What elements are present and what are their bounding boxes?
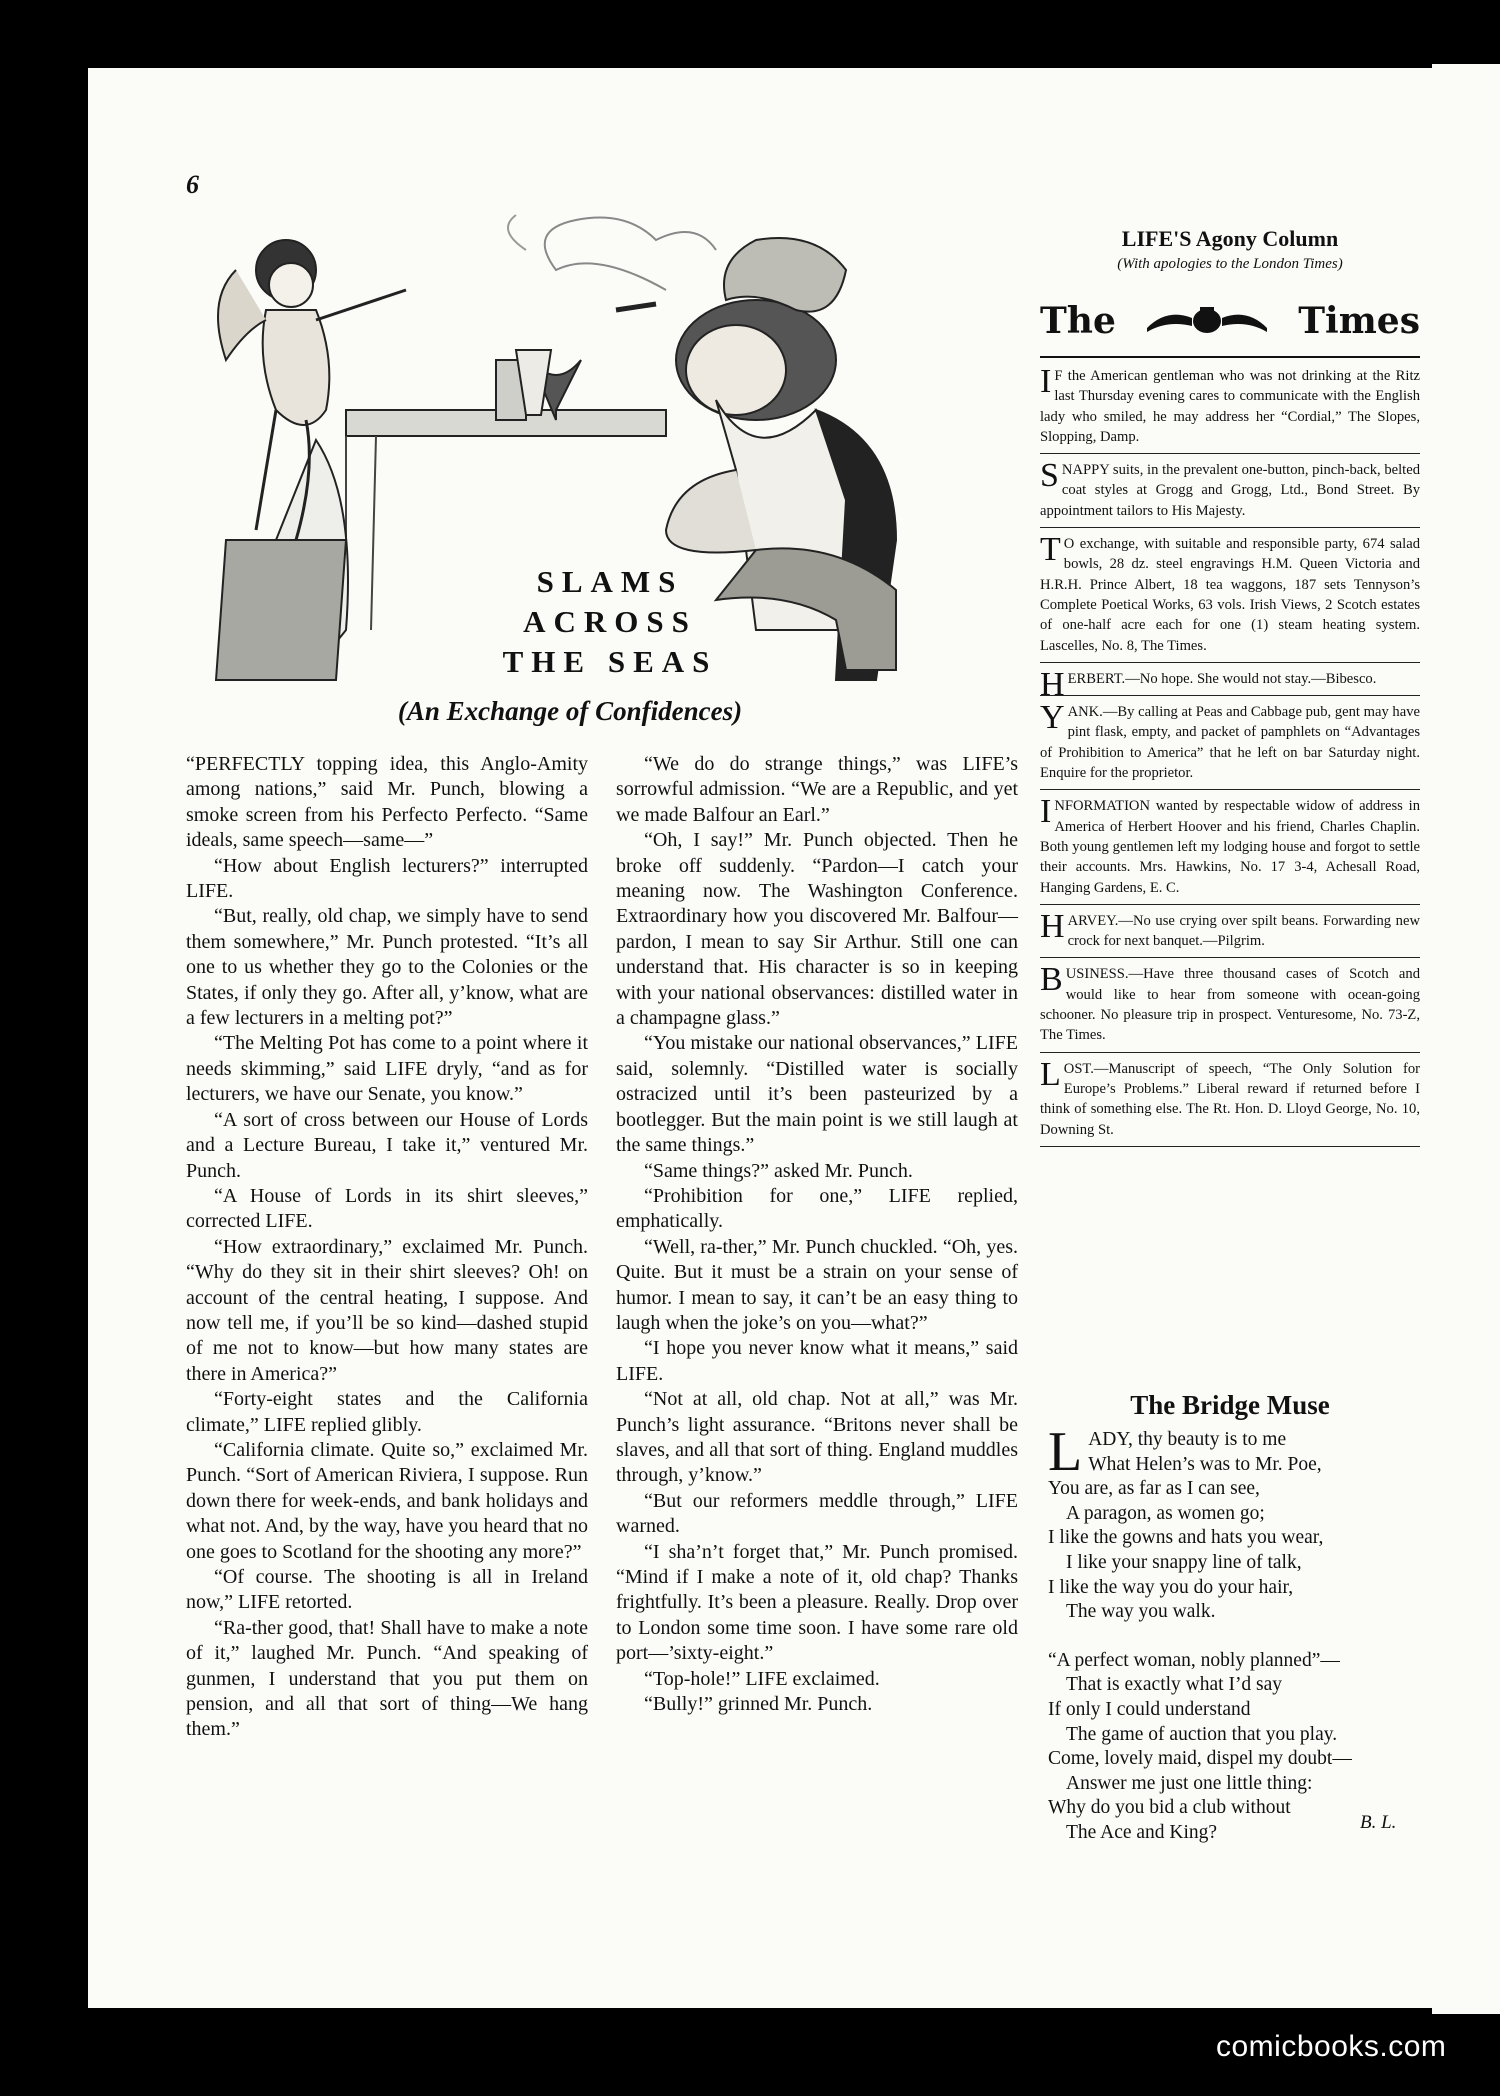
article-column-1 (186, 752, 588, 1743)
adjacent-page-edge (1432, 64, 1500, 2014)
paragraph: “Well, ra-ther,” Mr. Punch chuckled. “Oh, yes. Quite. But it must be a strain on your sense of humor. I mean to say, it can’t be an easy thing to laugh when the joke’s on you—what?” (616, 1235, 1018, 1334)
agony-ad (1040, 790, 1420, 904)
paragraph: “California climate. Quite so,” exclaimed Mr. Punch. “Sort of American Riviera, I suppose. Run down there for week-ends, and bank holidays and what not. And, by the way, have you heard that no one goes to Scotland for the shooting any more?” (186, 1438, 588, 1563)
paragraph: “Oh, I say!” Mr. Punch objected. Then he broke off suddenly. “Pardon—I catch your meaning now. The Washington Conference. Extraordinary how you discovered Mr. Balfour—pardon, I mean to say Sir Arthur. Still one can understand that. His character is so in keeping with your national observances: distilled water in a champagne glass.” (616, 829, 1018, 1030)
ad-initial: I (1040, 793, 1052, 831)
paragraph: “I sha’n’t forget that,” Mr. Punch promised. “Mind if I make a note of it, old chap? Thanks frightfully. It’s been a pleasure. Really. Drop over to London some time soon. I have some rare old port—’sixty-eight.” (616, 1540, 1018, 1665)
paragraph: “Ra-ther good, that! Shall have to make a note of it,” laughed Mr. Punch. “And speaking of gunmen, I understand that you put them on pension, and all that sort of thing—We hang them.” (186, 1616, 588, 1741)
poem-line: I like the way you do your hair, (1048, 1576, 1294, 1598)
ad-initial: S (1040, 457, 1059, 495)
ad-text: NFORMATION wanted by respectable widow of address in America of Herbert Hoover and his friend, Charles Chaplin. Both young gentlemen left my lodging house and forgot to settle their accounts. Mrs. Hawkins, No. 17 3-4, Achesall Road, Hanging Gardens, E. C. (1040, 798, 1420, 896)
poem-line: ADY, thy beauty is to me (1088, 1429, 1287, 1450)
poem-signature: B. L. (1360, 1812, 1397, 1833)
masthead-times: Times (1298, 300, 1420, 342)
paragraph: “How extraordinary,” exclaimed Mr. Punch. “Why do they sit in their shirt sleeves? Oh! on account of the central heating, I suppose. And now tell me, if you’ll be so kind—dashed stupid of me not to know—but how many states are there in America?” (186, 1235, 588, 1385)
ad-initial: H (1040, 907, 1065, 945)
watermark: comicbooks.com (1216, 2030, 1447, 2063)
poem-line: If only I could understand (1048, 1698, 1251, 1720)
paragraph: “But our reformers meddle through,” LIFE warned. (616, 1489, 1018, 1538)
ad-text: O exchange, with suitable and responsible party, 674 salad bowls, 28 dz. steel engravings H.M. Queen Victoria and H.R.H. Prince Albert, 18 tea waggons, 187 sets Tennyson’s Complete Poetical Works, 63 vols. Irish Views, 2 Scotch estates of one-half acre each for one (1) steam heating system. Lascelles, No. 8, The Times. (1040, 536, 1420, 654)
paragraph: “I hope you never know what it means,” said LIFE. (616, 1337, 1018, 1385)
article-subheadline: (An Exchange of Confidences) (397, 696, 743, 726)
ad-text: ERBERT.—No hope. She would not stay.—Bibesco. (1067, 670, 1377, 687)
poem-title: The Bridge Muse (1130, 1390, 1330, 1420)
poem-line: I like your snappy line of talk, (1066, 1551, 1302, 1573)
paragraph: “Same things?” asked Mr. Punch. (644, 1159, 913, 1182)
ad-initial: H (1040, 665, 1065, 703)
paragraph: “The Melting Pot has come to a point where it needs skimming,” said LIFE dryly, “and as for lecturers, we have our Senate, you know.” (186, 1032, 588, 1106)
ad-initial: B (1040, 961, 1063, 999)
poem-line: Why do you bid a club without (1048, 1797, 1291, 1819)
poem-line: I like the gowns and hats you wear, (1048, 1527, 1324, 1549)
agony-ad (1040, 663, 1420, 703)
article-column-2 (616, 752, 1018, 1717)
page-number: 6 (186, 170, 199, 199)
ad-text: ANK.—By calling at Peas and Cabbage pub, gent may have pint flask, empty, and packet of pamphlets on “Advantages of Prohibition to America” that he left on bar Saturday night. Enquire for the proprietor. (1040, 704, 1420, 782)
headline-line: THE SEAS (502, 644, 718, 679)
paragraph: “PERFECTLY topping idea, this Anglo-Amity among nations,” said Mr. Punch, blowing a smoke screen from his Perfecto Perfecto. “Same ideals, same speech—same—” (186, 753, 588, 852)
agony-column-header (1040, 226, 1420, 273)
agony-ad (1040, 1053, 1420, 1147)
agony-column-subtitle: (With apologies to the London Times) (1117, 256, 1343, 272)
ad-initial: T (1040, 531, 1061, 569)
ad-initial: Y (1040, 699, 1065, 737)
poem-body (1048, 1421, 1420, 1846)
paragraph: “Bully!” grinned Mr. Punch. (644, 1693, 873, 1716)
ad-text: ARVEY.—No use crying over spilt beans. Forwarding new crock for next banquet.—Pilgrim. (1067, 912, 1420, 950)
headline-line: SLAMS (536, 564, 684, 599)
ad-text: NAPPY suits, in the prevalent one-button, pinch-back, belted coat styles at Grogg and Grogg, Ltd., Bond Street. By appointment tailors to His Majesty. (1040, 462, 1420, 519)
poem-line: The game of auction that you play. (1066, 1723, 1338, 1745)
poem-line: “A perfect woman, nobly planned”— (1048, 1649, 1340, 1671)
poem-line: What Helen’s was to Mr. Poe, (1088, 1453, 1322, 1475)
agony-ad (1040, 958, 1420, 1052)
royal-crest-icon (1142, 306, 1272, 336)
poem-line: The Ace and King? (1066, 1821, 1218, 1843)
ad-initial: L (1040, 1055, 1061, 1093)
poem-line: A paragon, as women go; (1066, 1502, 1265, 1524)
agony-ad (1040, 454, 1420, 528)
ad-initial: I (1040, 363, 1052, 400)
ad-text: USINESS.—Have three thousand cases of Scotch and would like to hear from someone with ocean-going schooner. No pleasure trip in prospect. Venturesome, No. 73-Z, The Times. (1040, 966, 1420, 1044)
paragraph: “How about English lecturers?” interrupted LIFE. (186, 854, 588, 903)
masthead-rule (1040, 356, 1420, 358)
paragraph: “Not at all, old chap. Not at all,” was Mr. Punch’s light assurance. “Britons never shall be slaves, and all that sort of thing. England muddles through, y’know.” (616, 1388, 1018, 1487)
agony-ad (1040, 905, 1420, 959)
agony-ad (1040, 528, 1420, 663)
agony-ad (1040, 696, 1420, 790)
masthead-the: The (1040, 300, 1116, 342)
article-headline (440, 562, 780, 682)
paragraph: “You mistake our national observances,” LIFE said, solemnly. “Distilled water is socially ostracized until it’s been pasteurized by a bootlegger. But the main point is we still laugh at the same things.” (616, 1032, 1018, 1157)
paragraph: “A sort of cross between our House of Lords and a Lecture Bureau, I take it,” ventured Mr. Punch. (186, 1108, 588, 1182)
ad-text: OST.—Manuscript of speech, “The Only Solution for Europe’s Problems.” Liberal reward if returned before I think of something else. The Rt. Hon. D. Lloyd George, No. 10, Downing St. (1040, 1060, 1420, 1138)
poem-line: You are, as far as I can see, (1048, 1478, 1260, 1500)
poem-line: The way you walk. (1066, 1601, 1216, 1623)
paragraph: “But, really, old chap, we simply have to send them somewhere,” Mr. Punch protested. “It’s all one to us whether they go to the Colonies or the States, if only they go. After all, y’know, what are a few lecturers in a melting pot?” (186, 905, 588, 1030)
paragraph: “Top-hole!” LIFE exclaimed. (644, 1667, 880, 1690)
poem-initial: L (1048, 1421, 1083, 1483)
paragraph: “Of course. The shooting is all in Ireland now,” LIFE retorted. (186, 1566, 588, 1614)
paragraph: “We do do strange things,” was LIFE’s sorrowful admission. “We are a Republic, and yet we made Balfour an Earl.” (616, 753, 1018, 826)
paragraph: “Forty-eight states and the California climate,” LIFE replied glibly. (186, 1388, 588, 1436)
agony-column-title: LIFE'S Agony Column (1121, 226, 1339, 251)
ad-text: F the American gentleman who was not drinking at the Ritz last Thursday evening cares to communicate with the English lady who smiled, he may address her “Cordial,” The Slopes, Slopping, Damp. (1040, 368, 1420, 445)
agony-ad (1040, 360, 1420, 454)
paragraph: “A House of Lords in its shirt sleeves,” corrected LIFE. (186, 1184, 588, 1233)
poem-line: Answer me just one little thing: (1066, 1772, 1313, 1794)
times-masthead (1040, 296, 1420, 346)
paragraph: “Prohibition for one,” LIFE replied, emphatically. (616, 1184, 1018, 1233)
poem-line: Come, lovely maid, dispel my doubt— (1048, 1748, 1352, 1770)
agony-ads (1040, 360, 1420, 1147)
poem-line: That is exactly what I’d say (1066, 1674, 1283, 1696)
headline-line: ACROSS (523, 604, 697, 639)
